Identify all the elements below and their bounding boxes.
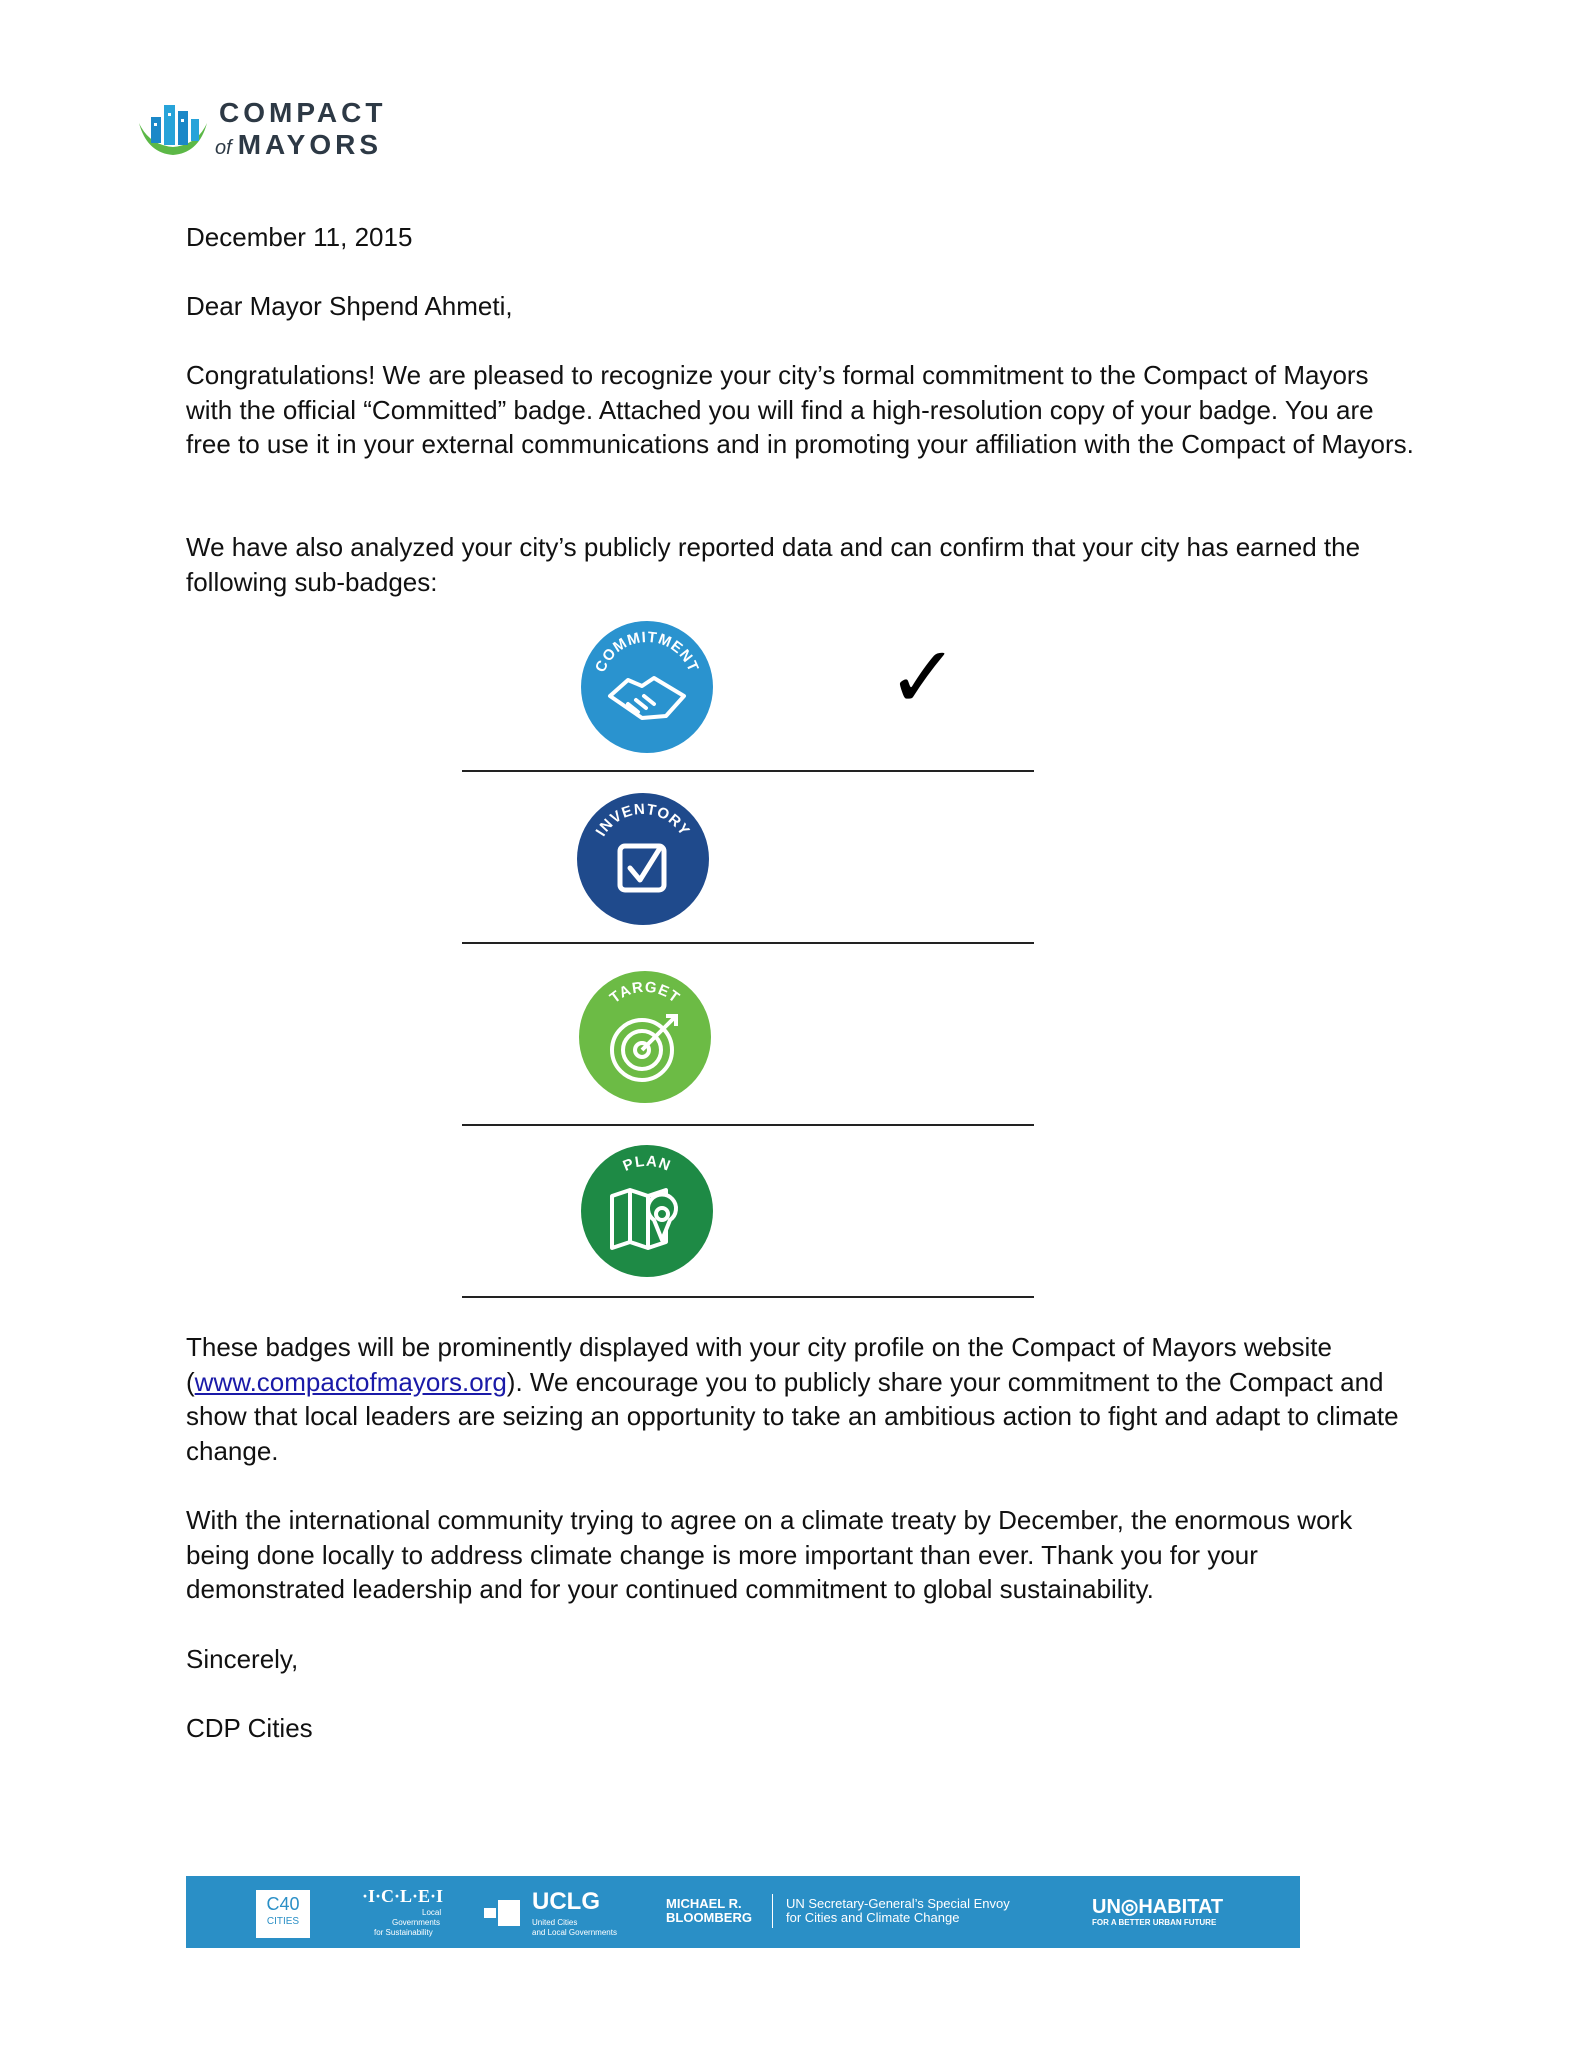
- partner-logos-bar: [186, 1876, 1300, 1948]
- plan-badge: [580, 1144, 714, 1278]
- logo-text-mayors: [215, 129, 382, 161]
- sub-badges-table: [462, 620, 1034, 1300]
- paragraph-badges-displayed: [186, 1330, 1416, 1468]
- un-habitat-logo: UN◎HABITAT: [1092, 1896, 1224, 1918]
- target-badge: [578, 970, 712, 1104]
- paragraph-badges-text-after: ). We encourage you to publicly share your commitment to the Compact and show that local leaders are seizing an opportunity to take an ambitious action to fight and adapt to climate change.: [186, 1366, 1399, 1466]
- c40-logo-text: C40: [266, 1894, 300, 1914]
- iclei-sub-governments: Governments: [392, 1918, 441, 1927]
- uclg-logo: UCLG: [532, 1888, 600, 1915]
- letter-date: December 11, 2015: [186, 222, 413, 252]
- paragraph-badges-text-before: These badges will be prominently displayed with your city profile on the Compact of Mayors website (: [186, 1332, 1332, 1397]
- bloomberg-name-line1: MICHAEL R.: [666, 1896, 742, 1911]
- c40-logo-subtext: CITIES: [266, 1916, 300, 1927]
- closing: Sincerely,: [186, 1644, 299, 1674]
- compact-of-mayors-logo: [137, 95, 397, 159]
- uclg-mark-icon: [484, 1900, 524, 1926]
- logo-mark-icon: [137, 95, 209, 157]
- row-divider: [462, 770, 1034, 772]
- logo-text-mayors-word: MAYORS: [237, 129, 383, 160]
- website-link[interactable]: www.compactofmayors.org: [194, 1366, 507, 1397]
- target-badge-label: TARGET: [606, 978, 684, 1007]
- envoy-text-line1: UN Secretary-General’s Special Envoy: [786, 1896, 1010, 1911]
- paragraph-international: With the international community trying to agree on a climate treaty by December, the enormous work being done locally to address climate change is more important than ever. Thank you for your demonstrated leadership and for your continued commitment to global sustainability.: [186, 1505, 1353, 1604]
- iclei-sub-sustainability: for Sustainability: [374, 1928, 433, 1937]
- uclg-sub-united: United Cities: [532, 1918, 578, 1927]
- un-habitat-tagline: FOR A BETTER URBAN FUTURE: [1092, 1918, 1217, 1927]
- bloomberg-name-line2: BLOOMBERG: [666, 1910, 752, 1925]
- commitment-badge: [580, 620, 714, 754]
- inventory-badge-label: INVENTORY: [592, 800, 694, 840]
- paragraph-congratulations: Congratulations! We are pleased to recognize your city’s formal commitment to the Compact of Mayors with the official “Committed” badge. Attached you will find a high-resolution copy of your badge. You are free to use it in your external communications and in promoting your affiliation with the Compact of Mayors.: [186, 360, 1414, 459]
- paragraph-sub-badges: We have also analyzed your city’s publicly reported data and can confirm that your city has earned the following sub-badges:: [186, 532, 1361, 597]
- logo-text-of: of: [215, 137, 232, 159]
- row-divider: [462, 942, 1034, 944]
- salutation: Dear Mayor Shpend Ahmeti,: [186, 291, 513, 321]
- uclg-sub-local: and Local Governments: [532, 1928, 617, 1937]
- row-divider: [462, 1296, 1034, 1298]
- c40-logo: [256, 1890, 310, 1938]
- signature: CDP Cities: [186, 1713, 313, 1743]
- plan-badge-label: PLAN: [620, 1152, 674, 1175]
- commitment-badge-label: COMMITMENT: [592, 628, 703, 675]
- row-divider: [462, 1124, 1034, 1126]
- iclei-logo: ·I·C·L·E·I: [362, 1886, 444, 1906]
- earned-checkmark-icon: ✓: [887, 628, 960, 728]
- iclei-sub-local: Local: [422, 1908, 442, 1917]
- logo-text-compact: COMPACT: [219, 97, 387, 128]
- footer-divider: [772, 1894, 773, 1928]
- envoy-text-line2: for Cities and Climate Change: [786, 1910, 960, 1925]
- inventory-badge: [576, 792, 710, 926]
